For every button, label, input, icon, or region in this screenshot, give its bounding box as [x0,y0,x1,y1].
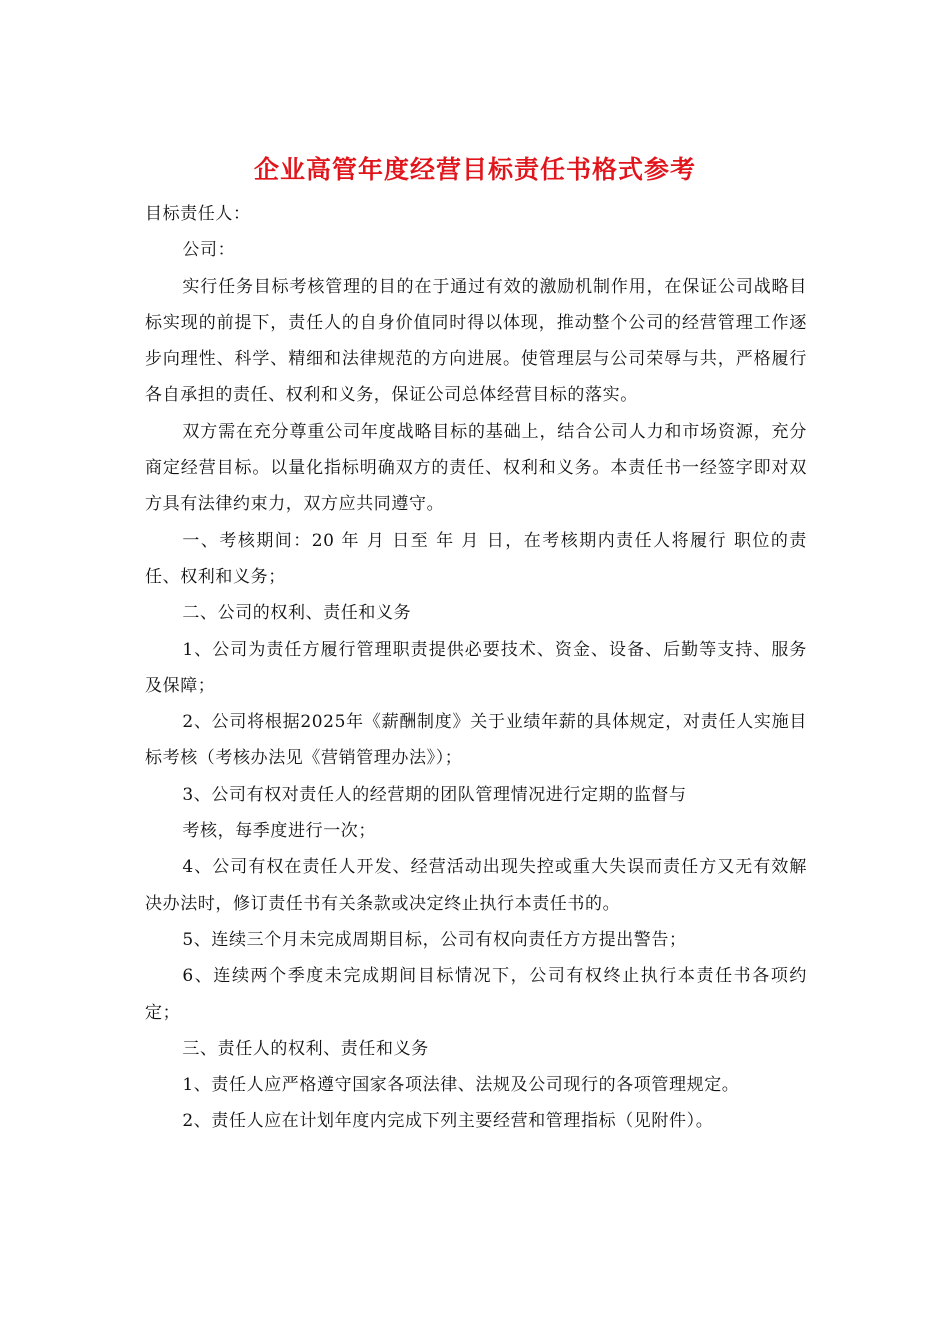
agreement-paragraph: 双方需在充分尊重公司年度战略目标的基础上，结合公司人力和市场资源，充分商定经营目标。以量化指标明确双方的责任、权利和义务。本责任书一经签字即对双方具有法律约束力，双方应共同遵守。 [145,421,807,515]
document-body [145,196,807,1140]
company-line: 公司： [182,240,236,261]
company-clause-4: 4、公司有权在责任人开发、经营活动出现失控或重大失误而责任方又无有效解决办法时，修订责任书有关条款或决定终止执行本责任书的。 [145,857,807,914]
responsible-person-line: 目标责任人： [145,204,251,224]
purpose-paragraph: 实行任务目标考核管理的目的在于通过有效的激励机制作用，在保证公司战略目标实现的前提下，责任人的自身价值同时得以体现，推动整个公司的经营管理工作逐步向理性、科学、精细和法律规范的方向进展。使管理层与公司荣辱与共，严格履行各自承担的责任、权利和义务，保证公司总体经营目标的落实。 [145,276,807,406]
section-heading-company-rights: 二、公司的权利、责任和义务 [182,603,412,624]
section-heading-responsible-rights: 三、责任人的权利、责任和义务 [182,1038,429,1059]
company-clause-3-continued: 考核，每季度进行一次； [182,821,376,842]
company-clause-6: 6、连续两个季度未完成期间目标情况下，公司有权终止执行本责任书各项约定； [145,966,807,1023]
responsible-clause-1: 1、责任人应严格遵守国家各项法律、法规及公司现行的各项管理规定。 [182,1075,740,1096]
document-title: 企业高管年度经营目标责任书格式参考 [253,155,696,184]
company-clause-2: 2、公司将根据2025年《薪酬制度》关于业绩年薪的具体规定，对责任人实施目标考核（考核办法见《营销管理办法》）； [145,712,807,769]
assessment-period-paragraph: 一、考核期间：20 年 月 日至 年 月 日，在考核期内责任人将履行 职位的责任、权利和义务； [145,530,807,587]
responsible-clause-2: 2、责任人应在计划年度内完成下列主要经营和管理指标（见附件）。 [182,1111,714,1132]
company-clause-3: 3、公司有权对责任人的经营期的团队管理情况进行定期的监督与 [182,784,687,805]
company-clause-1: 1、公司为责任方履行管理职责提供必要技术、资金、设备、后勤等支持、服务及保障； [145,639,807,696]
company-clause-5: 5、连续三个月未完成周期目标，公司有权向责任方方提出警告； [182,929,687,950]
